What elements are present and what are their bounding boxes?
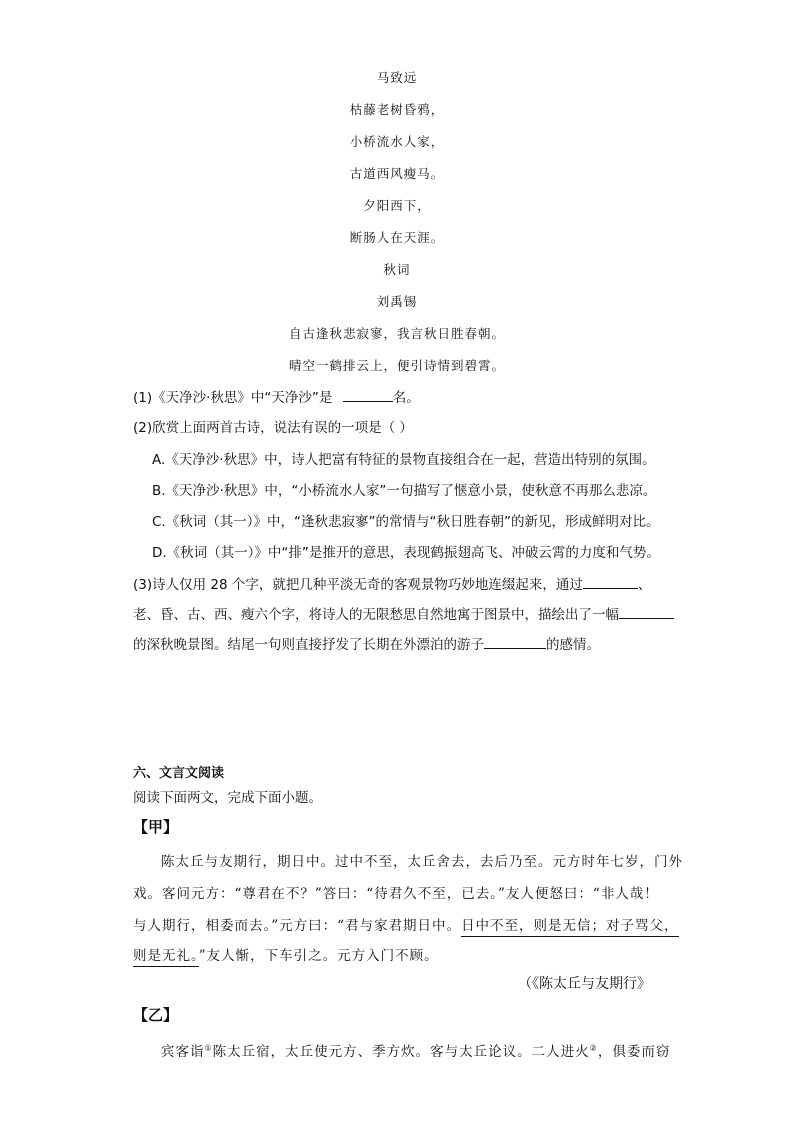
answer-blank[interactable] — [343, 389, 393, 402]
passage-jia-label: 【甲】 — [133, 818, 179, 836]
passage-yi-line — [161, 1040, 670, 1060]
poem1-line: 小桥流水人家， — [349, 134, 445, 149]
poem1-line: 古道西风瘦马。 — [349, 166, 445, 181]
underlined-sentence: 日中不至，则是无信；对子骂父， — [461, 918, 679, 937]
footnote-marker: ② — [589, 1043, 598, 1053]
passage-jia-text: 与人期行，相委而去。”元方曰：“君与家君期日中。 — [133, 918, 462, 934]
poem2-author: 刘禹锡 — [376, 294, 418, 309]
passage-yi-text: 宾客诣 — [161, 1044, 205, 1060]
passage-yi-text: 陈太丘宿，太丘使元方、季方炊。客与太丘论议。二人进火 — [212, 1044, 590, 1060]
passage-yi-text: ，俱委而窃 — [597, 1044, 671, 1060]
question-1-suffix: 名。 — [392, 390, 420, 406]
question-3-line-3 — [133, 633, 600, 653]
passage-jia-text: ”友人惭，下车引之。元方入门不顾。 — [198, 948, 439, 964]
question-1-text: (1)《天净沙·秋思》中“天净沙”是 — [133, 390, 333, 406]
underlined-sentence: 则是无礼。 — [133, 948, 199, 967]
poem1-line: 夕阳西下， — [363, 198, 431, 213]
poem2-title: 秋词 — [383, 262, 411, 277]
question-2: (2)欣赏上面两首古诗，说法有误的一项是（ ） — [133, 420, 413, 436]
question-3-text: (3)诗人仅用 28 个字，就把几种平淡无奇的客观景物巧妙地连缀起来，通过 — [133, 577, 583, 593]
poem2-line: 自古逢秋悲寂寥，我言秋日胜春朝。 — [288, 326, 505, 341]
question-3-text: 、 — [637, 577, 652, 593]
option-b[interactable]: B.《天净沙·秋思》中，“小桥流水人家”一句描写了惬意小景，使秋意不再那么悲凉。 — [152, 483, 657, 499]
passage-source: （《陈太丘与友期行》 — [518, 976, 651, 992]
question-3-line-2 — [133, 603, 674, 623]
poem1-author: 马致远 — [376, 70, 418, 85]
passage-jia-line: 戏。客问元方：“尊君在不？”答曰：“待君久不至，已去。”友人便怒曰：“非人哉！ — [133, 886, 659, 902]
answer-blank[interactable] — [619, 606, 674, 619]
poem1-line: 枯藤老树昏鸦， — [349, 102, 445, 117]
option-c[interactable]: C.《秋词（其一）》中，“逢秋悲寂寥”的常情与“秋日胜春朝”的新见，形成鲜明对比。 — [152, 514, 660, 530]
question-1 — [133, 386, 420, 406]
answer-blank[interactable] — [583, 576, 638, 589]
option-a[interactable]: A.《天净沙·秋思》中，诗人把富有特征的景物直接组合在一起，营造出特别的氛围。 — [152, 452, 656, 468]
section-instruction: 阅读下面两文，完成下面小题。 — [133, 790, 322, 806]
question-3-line-1 — [133, 573, 651, 593]
option-d[interactable]: D.《秋词（其一）》中“排”是推开的意思，表现鹤振翅高飞、冲破云霄的力度和气势。 — [152, 545, 660, 561]
question-3-text: 老、昏、古、西、瘦六个字，将诗人的无限愁思自然地寓于图景中，描绘出了一幅 — [133, 607, 619, 623]
passage-jia-line — [133, 944, 439, 964]
poem1-line: 断肠人在天涯。 — [349, 230, 445, 245]
passage-jia-line — [133, 914, 679, 934]
passage-jia-line: 陈太丘与友期行，期日中。过中不至，太丘舍去，去后乃至。元方时年七岁，门外 — [161, 854, 683, 870]
answer-blank[interactable] — [484, 636, 546, 649]
question-3-text: 的感情。 — [546, 637, 600, 653]
passage-yi-label: 【乙】 — [133, 1006, 179, 1024]
question-3-text: 的深秋晚景图。结尾一句则直接抒发了长期在外漂泊的游子 — [133, 637, 484, 653]
section-heading: 六、文言文阅读 — [133, 766, 225, 781]
footnote-marker: ① — [204, 1043, 213, 1053]
poem2-line: 晴空一鹤排云上，便引诗情到碧霄。 — [288, 358, 505, 373]
